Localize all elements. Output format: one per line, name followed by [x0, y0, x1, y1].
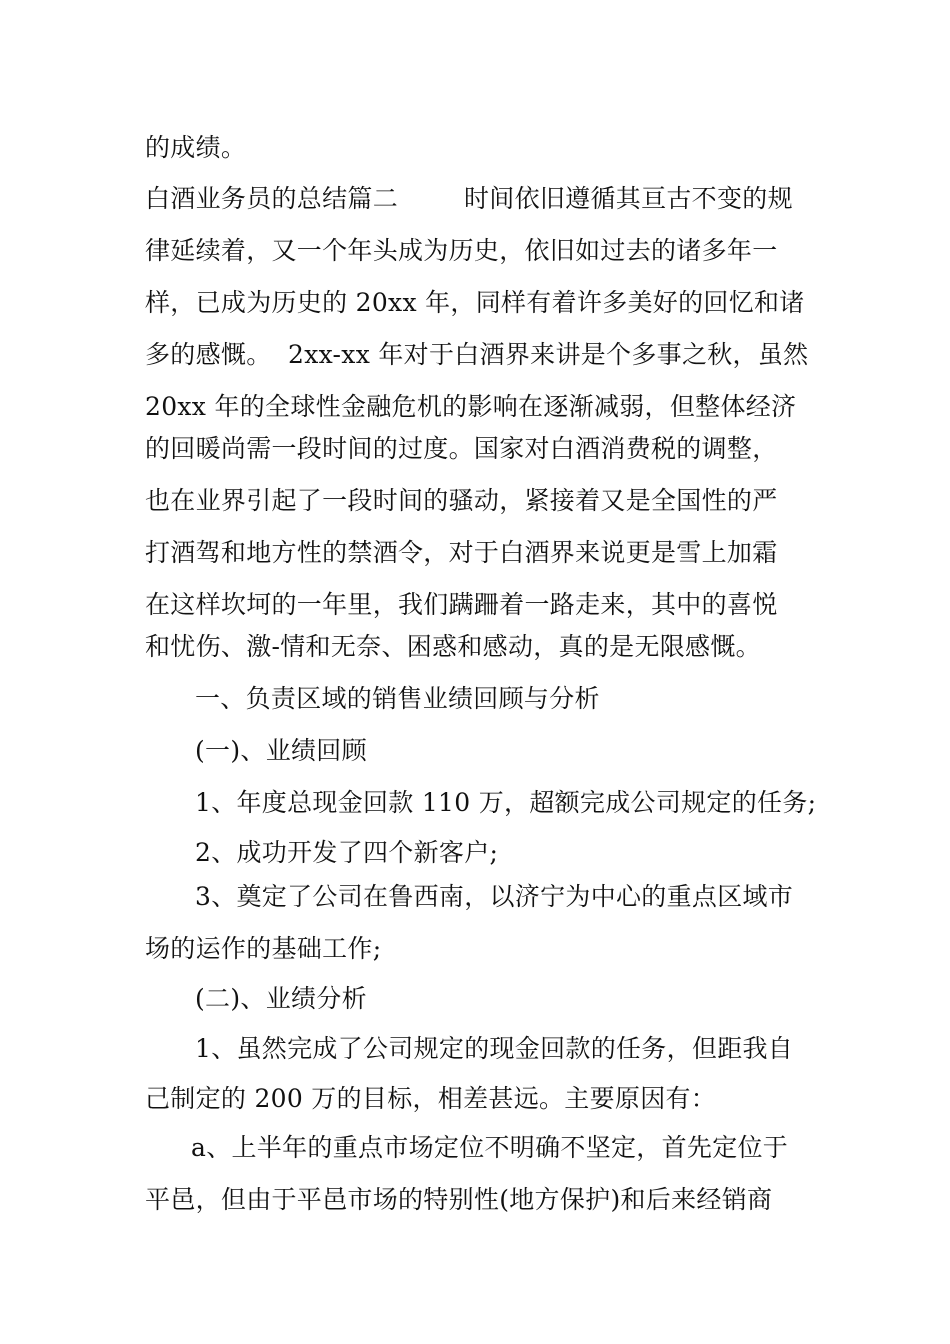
text-line: 的回暖尚需一段时间的过度。国家对白酒消费税的调整，	[145, 434, 778, 463]
heading-line: 一、负责区域的销售业绩回顾与分析	[195, 684, 600, 713]
text-line: 打酒驾和地方性的禁酒令，对于白酒界来说更是雪上加霜	[145, 538, 778, 567]
list-item: a、上半年的重点市场定位不明确不坚定，首先定位于	[191, 1133, 789, 1162]
text-line: 多的感慨。 2xx-xx 年对于白酒界来讲是个多事之秋，虽然	[145, 340, 809, 369]
list-item: 2、成功开发了四个新客户;	[195, 838, 499, 867]
subheading-line: (一)、业绩回顾	[195, 736, 367, 765]
text-line: 己制定的 200 万的目标，相差甚远。主要原因有：	[145, 1084, 717, 1113]
list-item: 3、奠定了公司在鲁西南，以济宁为中心的重点区域市	[195, 882, 794, 911]
text-line: 在这样坎坷的一年里，我们蹒跚着一路走来，其中的喜悦	[145, 590, 778, 619]
text-line: 20xx 年的全球性金融危机的影响在逐渐减弱，但整体经济	[145, 392, 797, 421]
list-item: 1、年度总现金回款 110 万，超额完成公司规定的任务;	[195, 788, 817, 817]
text-line: 样，已成为历史的 20xx 年，同样有着许多美好的回忆和诸	[145, 288, 805, 317]
text-line: 和忧伤、激-情和无奈、困惑和感动，真的是无限感慨。	[145, 632, 761, 661]
subheading-line: (二)、业绩分析	[195, 984, 367, 1013]
text-line: 的成绩。	[145, 133, 247, 162]
section-heading-line: 白酒业务员的总结篇二 时间依旧遵循其亘古不变的规	[145, 184, 793, 213]
list-item: 1、虽然完成了公司规定的现金回款的任务，但距我自	[195, 1034, 794, 1063]
text-line: 平邑，但由于平邑市场的特别性(地方保护)和后来经销商	[145, 1185, 773, 1214]
text-line: 场的运作的基础工作;	[145, 934, 382, 963]
text-line: 也在业界引起了一段时间的骚动，紧接着又是全国性的严	[145, 486, 778, 515]
text-line: 律延续着，又一个年头成为历史，依旧如过去的诸多年一	[145, 236, 778, 265]
